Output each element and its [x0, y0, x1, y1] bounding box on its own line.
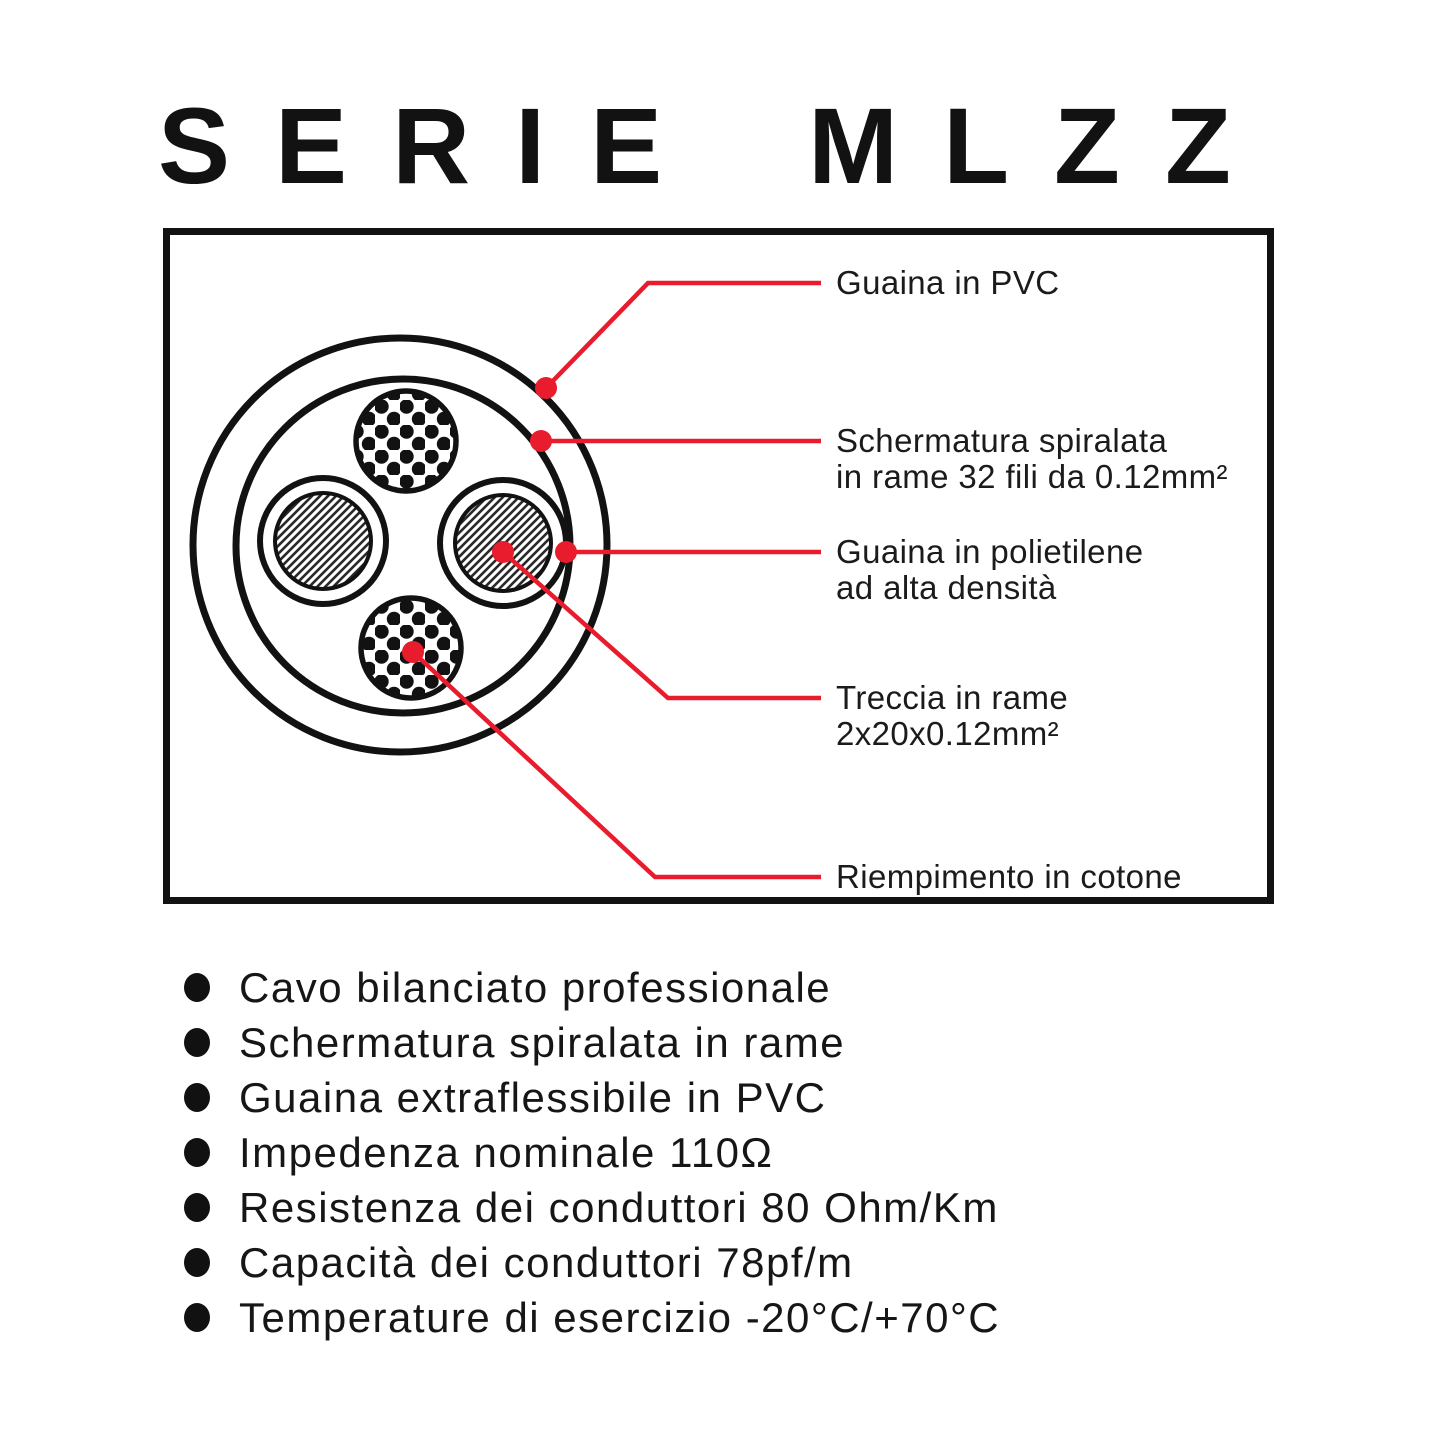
bullet-marker: [184, 1193, 210, 1222]
feature-text: Temperature di esercizio -20°C/+70°C: [239, 1293, 1001, 1341]
bullet-marker: [184, 1248, 210, 1277]
callout-dot-cotton-filler: [402, 641, 424, 663]
callout-dot-copper-braid: [492, 541, 514, 563]
list-item: [184, 1180, 1000, 1235]
list-item: [184, 1125, 1000, 1180]
list-item: [184, 1290, 1000, 1345]
callout-label-line: 2x20x0.12mm²: [836, 715, 1060, 752]
callout-label-cotton-filler: [836, 859, 1182, 895]
shield-top-circle: [356, 391, 456, 491]
bullet-marker: [184, 1138, 210, 1167]
callout-dot-pvc-sheath: [535, 377, 557, 399]
callout-label-line: Guaina in PVC: [836, 264, 1060, 301]
callout-label-line: ad alta densità: [836, 569, 1057, 606]
list-item: [184, 1015, 1000, 1070]
list-item: [184, 1070, 1000, 1125]
feature-text: Schermatura spiralata in rame: [239, 1018, 846, 1066]
callout-label-line: Riempimento in cotone: [836, 858, 1182, 895]
feature-text: Resistenza dei conduttori 80 Ohm/Km: [239, 1183, 999, 1231]
bullet-marker: [184, 973, 210, 1002]
list-item: [184, 960, 1000, 1015]
feature-text: Capacità dei conduttori 78pf/m: [239, 1238, 854, 1286]
bullet-marker: [184, 1083, 210, 1112]
callout-dot-pe-sheath: [555, 541, 577, 563]
callout-label-line: Guaina in polietilene: [836, 533, 1144, 570]
page-title: SERIE MLZZ: [158, 85, 1276, 206]
conductor-left-core: [275, 493, 371, 589]
callout-label-line: Schermatura spiralata: [836, 422, 1168, 459]
callout-label-line: Treccia in rame: [836, 679, 1069, 716]
callout-label-copper-shield: [836, 423, 1228, 495]
feature-text: Guaina extraflessibile in PVC: [239, 1073, 827, 1121]
callout-dot-copper-shield: [530, 430, 552, 452]
list-item: [184, 1235, 1000, 1290]
bullet-marker: [184, 1028, 210, 1057]
callout-label-line: in rame 32 fili da 0.12mm²: [836, 458, 1228, 495]
callout-label-copper-braid: [836, 680, 1068, 752]
feature-text: Impedenza nominale 110Ω: [239, 1128, 774, 1176]
feature-list: [184, 960, 1000, 1345]
callout-line-pvc-sheath: [546, 283, 821, 388]
bullet-marker: [184, 1303, 210, 1332]
callout-label-pe-sheath: [836, 534, 1143, 606]
callout-label-pvc-sheath: [836, 265, 1060, 301]
feature-text: Cavo bilanciato professionale: [239, 963, 832, 1011]
